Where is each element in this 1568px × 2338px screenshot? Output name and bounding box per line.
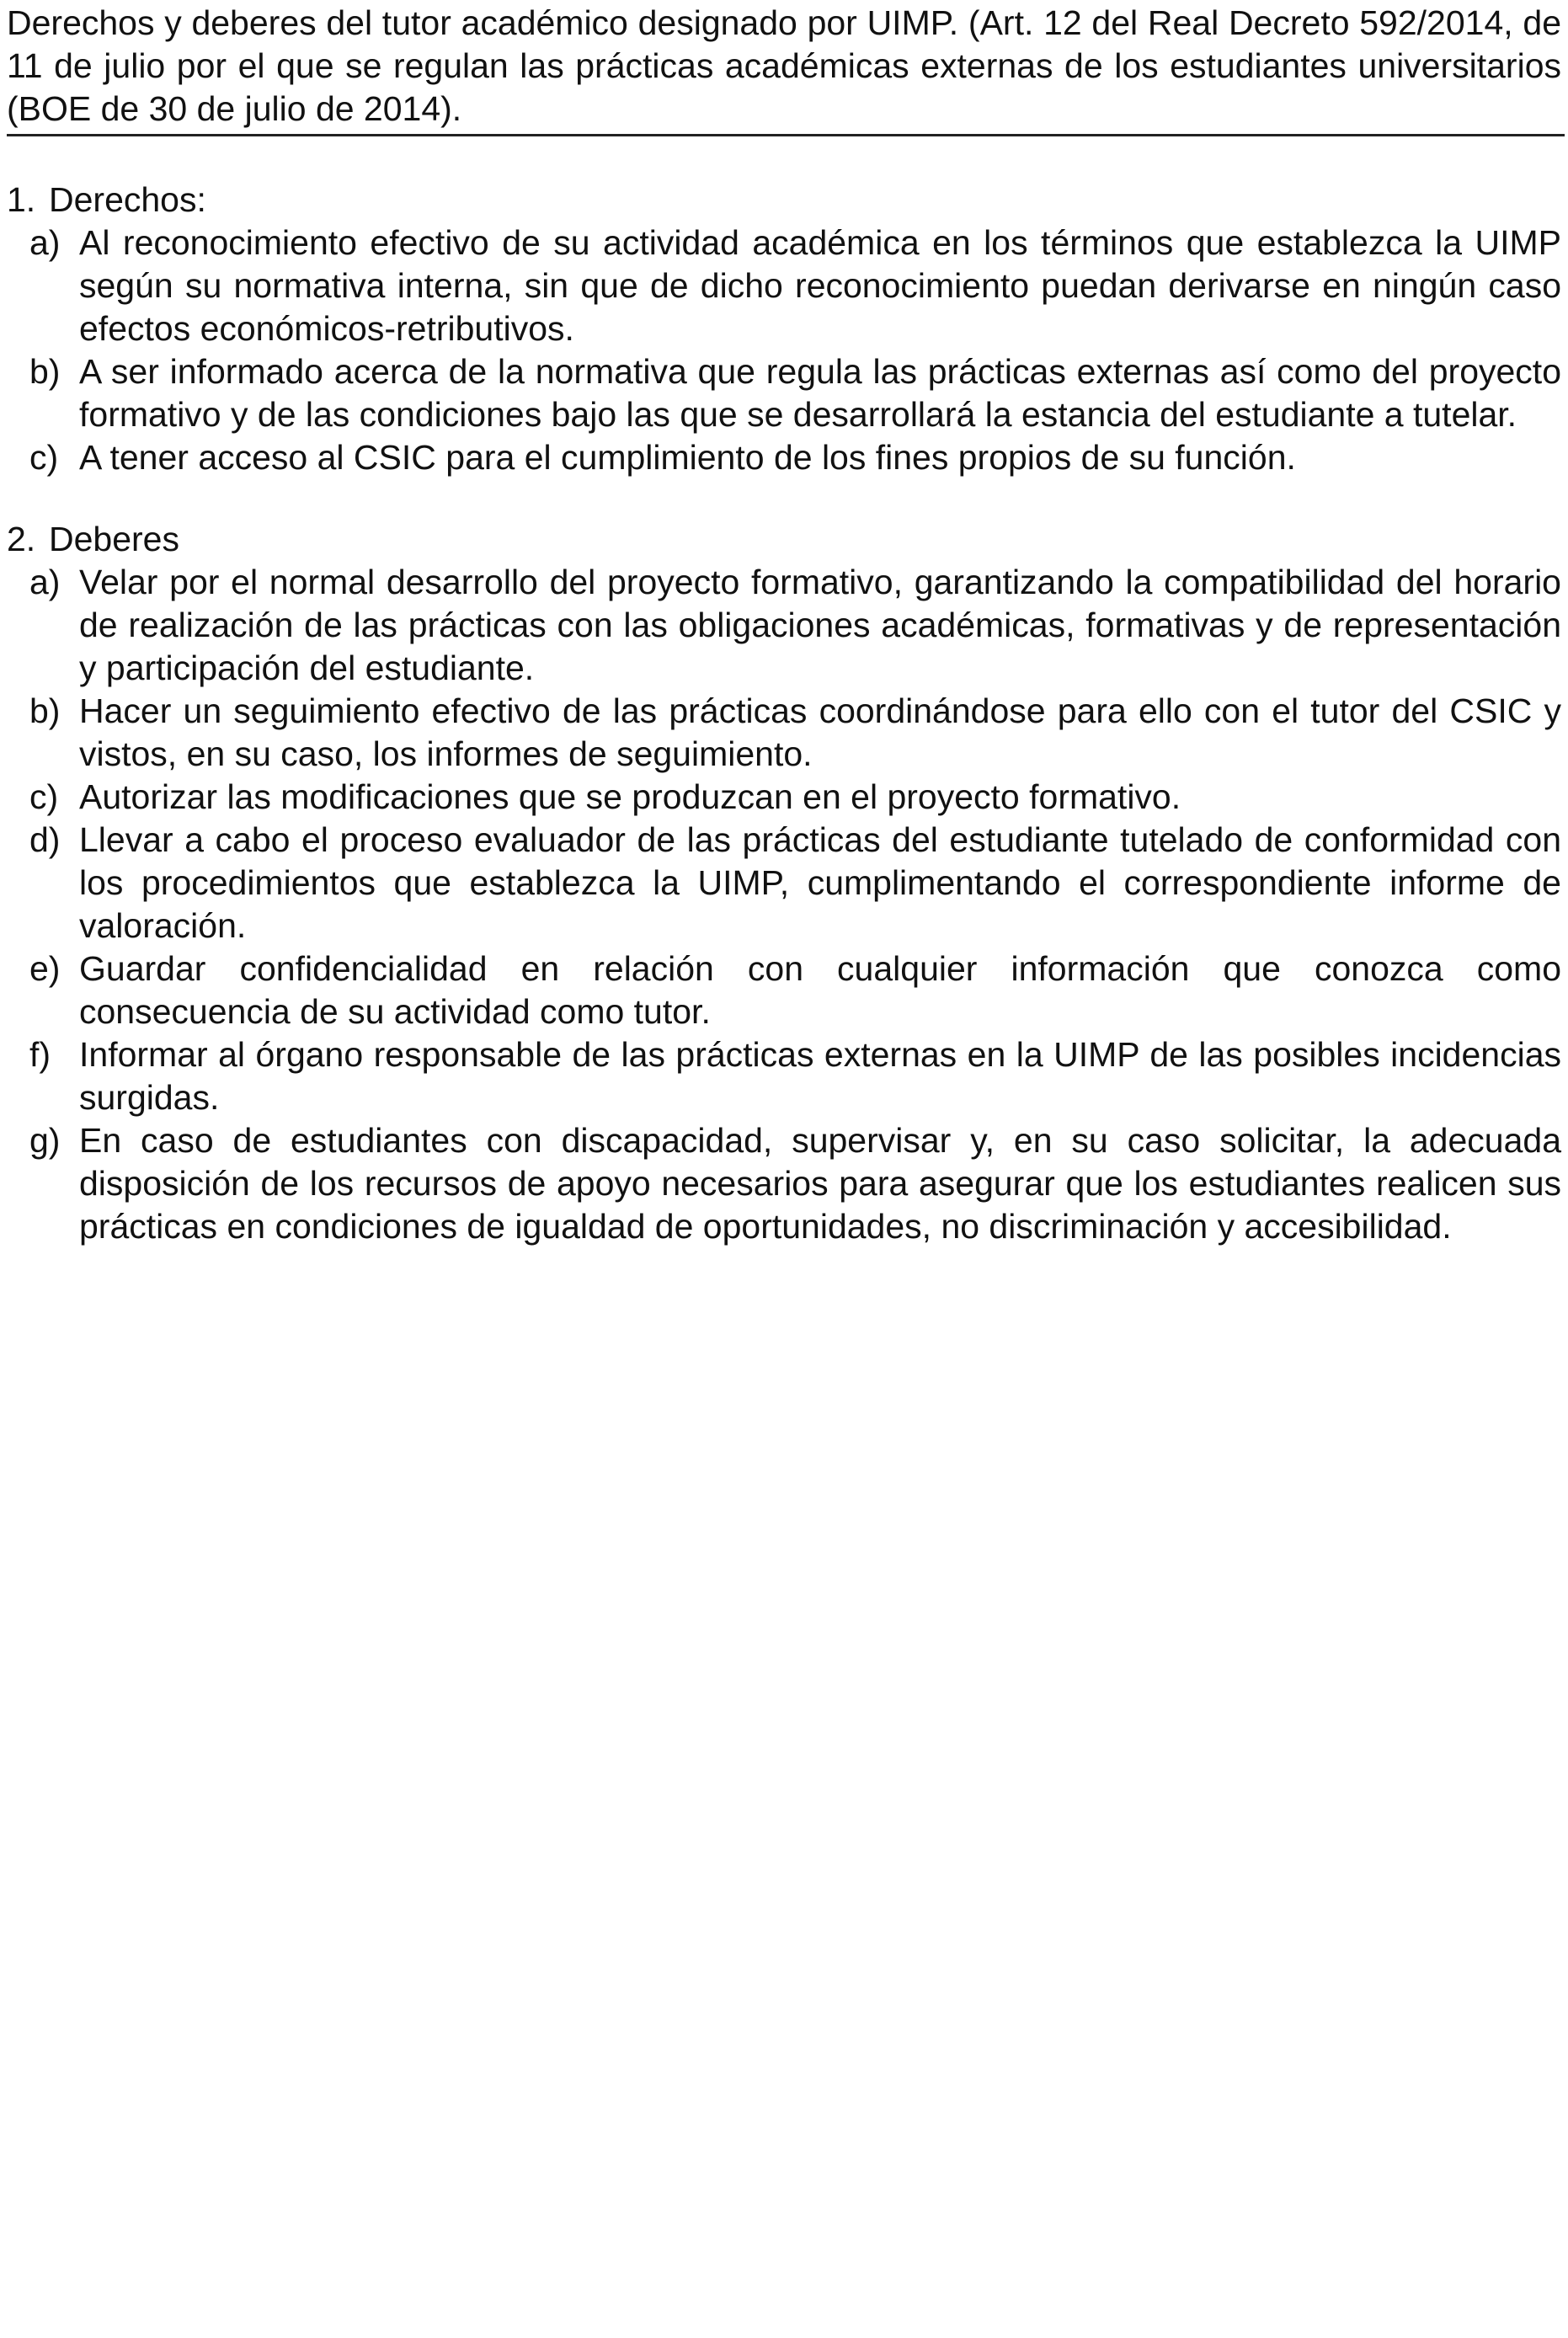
- list-item: [7, 819, 1561, 947]
- item-marker: e): [29, 949, 61, 988]
- duties-list: [7, 561, 1561, 1248]
- section-title: Deberes: [49, 520, 179, 558]
- list-item: [7, 436, 1561, 479]
- section-derechos: [7, 179, 1561, 479]
- section-number: 1.: [7, 180, 36, 219]
- item-text: Informar al órgano responsable de las prácticas externas en la UIMP de las posibles incidencias surgidas.: [79, 1035, 1561, 1117]
- item-marker: d): [29, 820, 61, 859]
- item-text: A ser informado acerca de la normativa que regula las prácticas externas así como del proyecto formativo y de las condiciones bajo las que se desarrollará la estancia del estudiante a tutelar.: [79, 352, 1561, 434]
- list-item: [7, 1119, 1561, 1248]
- document-header: Derechos y deberes del tutor académico designado por UIMP. (Art. 12 del Real Decreto 592/2014, de 11 de julio por el que se regulan las prácticas académicas externas de los estudiantes universitarios (BOE de 30 de julio de 2014).: [7, 3, 1561, 128]
- item-text: Al reconocimiento efectivo de su actividad académica en los términos que establezca la UIMP según su normativa interna, sin que de dicho reconocimiento puedan derivarse en ningún caso efectos económicos-retributivos.: [79, 223, 1561, 348]
- list-item: [7, 561, 1561, 690]
- item-text: Guardar confidencialidad en relación con cualquier información que conozca como consecuencia de su actividad como tutor.: [79, 949, 1561, 1031]
- item-marker: a): [29, 223, 61, 262]
- item-marker: c): [29, 438, 59, 477]
- item-marker: f): [29, 1035, 51, 1074]
- list-item: [7, 350, 1561, 436]
- rights-list: [7, 222, 1561, 479]
- list-item: [7, 776, 1561, 819]
- list-item: [7, 222, 1561, 350]
- item-text: En caso de estudiantes con discapacidad, supervisar y, en su caso solicitar, la adecuada disposición de los recursos de apoyo necesarios para asegurar que los estudiantes realicen sus prácticas en condiciones de igualdad de oportunidades, no discriminación y accesibilidad.: [79, 1121, 1561, 1246]
- section-heading: [7, 179, 1561, 222]
- section-deberes: [7, 518, 1561, 1248]
- item-text: Hacer un seguimiento efectivo de las prácticas coordinándose para ello con el tutor del CSIC y vistos, en su caso, los informes de seguimiento.: [79, 691, 1561, 773]
- item-marker: b): [29, 691, 61, 730]
- list-item: [7, 947, 1561, 1033]
- section-heading: [7, 518, 1561, 561]
- item-marker: a): [29, 563, 61, 601]
- header-divider: [7, 134, 1565, 136]
- item-marker: c): [29, 777, 59, 816]
- document-page: [7, 0, 1561, 1248]
- item-text: Velar por el normal desarrollo del proyecto formativo, garantizando la compatibilidad del horario de realización de las prácticas con las obligaciones académicas, formativas y de representación y participación del estudiante.: [79, 563, 1561, 687]
- item-text: Llevar a cabo el proceso evaluador de las prácticas del estudiante tutelado de conformidad con los procedimientos que establezca la UIMP, cumplimentando el correspondiente informe de valoración.: [79, 820, 1561, 945]
- item-text: A tener acceso al CSIC para el cumplimiento de los fines propios de su función.: [79, 438, 1296, 477]
- item-marker: g): [29, 1121, 61, 1160]
- item-marker: b): [29, 352, 61, 391]
- section-title: Derechos:: [49, 180, 206, 219]
- item-text: Autorizar las modificaciones que se produzcan en el proyecto formativo.: [79, 777, 1181, 816]
- section-number: 2.: [7, 520, 36, 558]
- list-item: [7, 1033, 1561, 1119]
- list-item: [7, 690, 1561, 776]
